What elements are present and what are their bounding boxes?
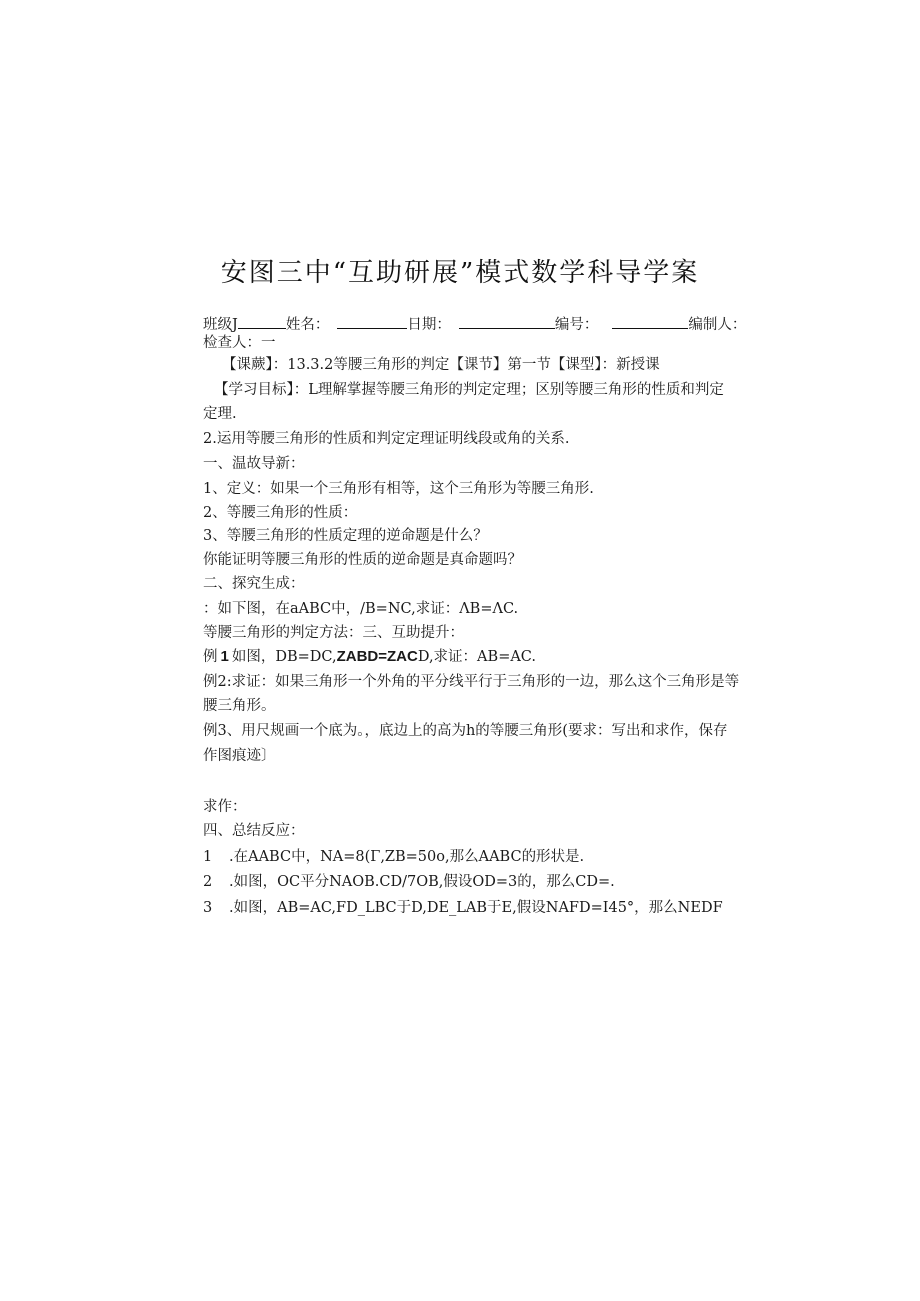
goal-2: 2.运用等腰三角形的性质和判定定理证明线段或角的关系. — [203, 431, 570, 447]
section-1-item-3: 3、等腰三角形的性质定理的逆命题是什么？ — [203, 528, 488, 544]
section-1-item-1: 1、定义：如果一个三角形有相等，这个三角形为等腰三角形. — [203, 481, 594, 497]
section-4-title: 四、总结反应： — [203, 823, 305, 839]
date-label: 日期： — [407, 317, 451, 333]
author-label: 编制人： — [688, 317, 747, 333]
example-2-line-1: 例2:求证：如果三角形一个外角的平分线平行于三角形的一边，那么这个三角形是等 — [203, 674, 740, 690]
section-1-item-2: 2、等腰三角形的性质： — [203, 505, 358, 521]
section-2-line-1: ：如下图，在aABC中，/B=NC,求证：ΛB=ΛC. — [203, 601, 519, 617]
example-1-text-b: D,求证：AB=AC. — [417, 649, 536, 665]
code-label: 编号： — [554, 317, 599, 333]
summary-item-text: .如图，AB=AC,FD_LBC于D,DE_LAB于E,假设NAFD=I45°，那么NEDF — [229, 900, 723, 916]
code-blank — [612, 314, 688, 329]
checker-label: 检查人：一 — [203, 335, 276, 351]
name-label: 姓名： — [285, 317, 330, 333]
summary-item — [203, 848, 584, 866]
example-1-text-a: 如图，DB=DC, — [231, 649, 337, 665]
name-blank — [337, 314, 407, 329]
summary-item-text: .如图，OC平分NAOB.CD/7OB,假设OD=3的，那么CD=. — [229, 874, 615, 890]
example-2-line-2: 腰三角形。 — [203, 698, 276, 714]
example-1 — [203, 648, 536, 666]
example-1-number: 1 — [220, 648, 229, 665]
header-fields — [203, 314, 746, 334]
example-1-bold-text: ZABD=ZAC — [336, 648, 418, 665]
section-2-line-2: 等腰三角形的判定方法：三、互助提升： — [203, 625, 464, 641]
summary-item-number: 1 — [203, 849, 213, 865]
summary-item-number: 2 — [203, 874, 213, 890]
summary-item — [203, 899, 723, 917]
summary-item-text: .在AABC中，NA=8(Γ,ZB=50o,那么AABC的形状是. — [229, 849, 585, 865]
section-1-item-4: 你能证明等腰三角形的性质的逆命题是真命题吗？ — [203, 552, 522, 568]
goals-line-1: 【学习目标】：L理解掌握等腰三角形的判定定理；区别等腰三角形的性质和判定 — [214, 382, 724, 398]
course-line: 【课蕨】：13.3.2等腰三角形的判定【课节】第一节【课型】：新授课 — [222, 357, 660, 373]
section-2-title: 二、探究生成： — [203, 576, 305, 592]
class-label: 班级J — [203, 317, 238, 333]
summary-item-number: 3 — [203, 900, 213, 916]
document-title: 安图三中“互助研展”模式数学科导学案 — [220, 258, 700, 288]
qiuzuo-label: 求作： — [203, 799, 247, 815]
example-3-line-2: 作图痕迹〕 — [203, 748, 276, 764]
goals-line-2: 定理. — [203, 406, 237, 422]
date-blank — [459, 314, 555, 329]
summary-item — [203, 873, 615, 891]
example-3-line-1: 例3、用尺规画一个底为。，底边上的高为h的等腰三角形(要求：写出和求作，保存 — [203, 723, 728, 739]
class-blank — [238, 314, 286, 329]
example-1-prefix: 例 — [203, 649, 218, 665]
section-1-title: 一、温故导新： — [203, 456, 305, 472]
